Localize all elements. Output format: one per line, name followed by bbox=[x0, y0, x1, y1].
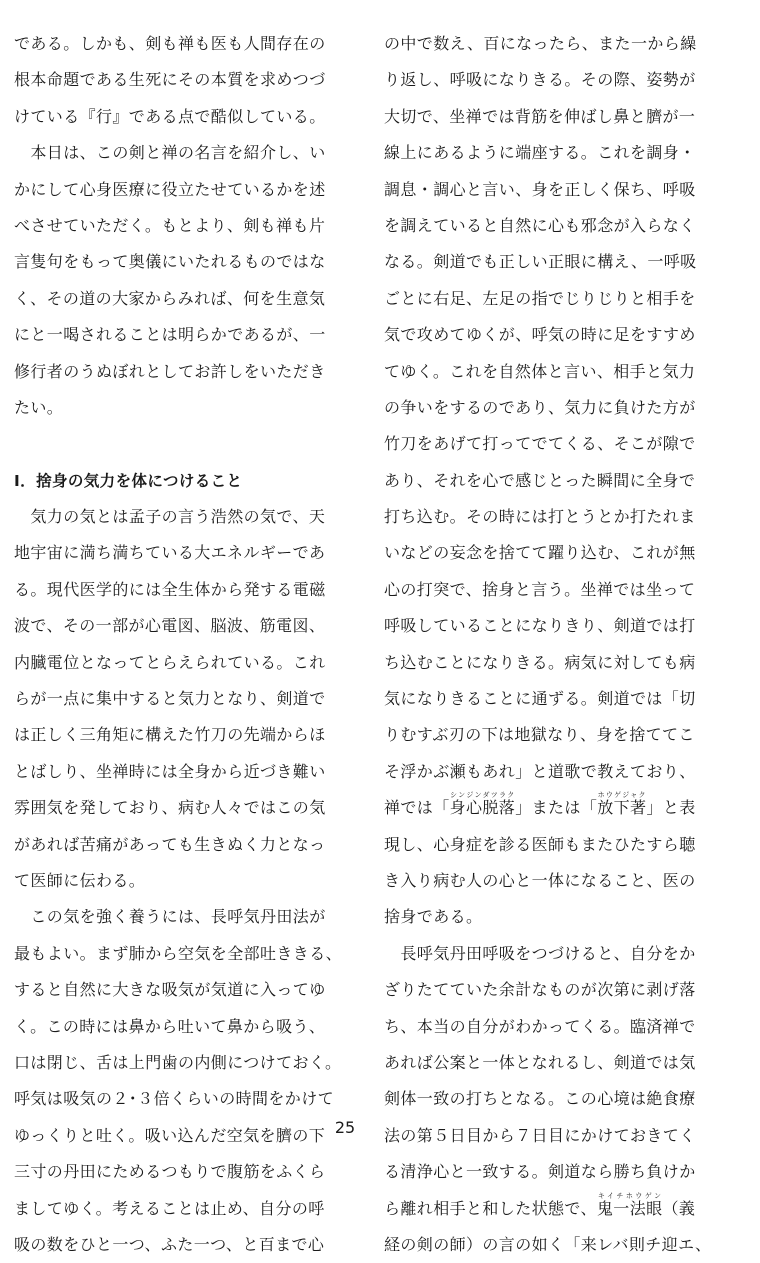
text-line: あり、それを心で感じとった瞬間に全身で bbox=[384, 470, 696, 490]
right-column bbox=[384, 26, 712, 1263]
text-line: 気力の気とは孟子の言う浩然の気で、天 bbox=[14, 507, 326, 527]
ruby-line-zen bbox=[384, 790, 704, 826]
ruby-kiichi-hougen bbox=[596, 1191, 663, 1218]
text-line: 雰囲気を発しており、病む人々ではこの気 bbox=[14, 798, 326, 818]
text-line: る清浄心と一致する。剣道なら勝ち負けか bbox=[384, 1162, 696, 1182]
text-line: らが一点に集中すると気力となり、剣道で bbox=[14, 689, 326, 709]
text-line: ち込むことになりきる。病気に対しても病 bbox=[384, 652, 696, 672]
text-line: たい。 bbox=[14, 397, 64, 417]
text-line: 本日は、この剣と禅の名言を紹介し、い bbox=[14, 143, 326, 163]
text-line: いなどの妄念を捨てて躍り込む、これが無 bbox=[384, 543, 696, 563]
ruby-line-pre: 禅では「 bbox=[384, 798, 450, 818]
text-line: 言隻句をもって奥儀にいたれるものではな bbox=[14, 252, 326, 272]
paragraph-intro-end bbox=[14, 26, 334, 135]
text-line: 剣体一致の打ちとなる。この心境は絶食療 bbox=[384, 1089, 696, 1109]
text-line: ごとに右足、左足の指でじりじりと相手を bbox=[384, 288, 696, 308]
paragraph-physician-sutemi bbox=[384, 827, 704, 936]
ruby-base: 鬼一法眼 bbox=[596, 1198, 663, 1218]
text-line: 呼吸していることになりきり、剣道では打 bbox=[384, 616, 696, 636]
text-line: けている『行』である点で酷似している。 bbox=[14, 106, 326, 126]
text-line: あれば公案と一体となれるし、剣道では気 bbox=[384, 1052, 696, 1072]
text-line: 大切で、坐禅では背筋を伸ばし鼻と臍が一 bbox=[384, 106, 696, 126]
text-line: 口は閉じ、舌は上門歯の内側につけておく。 bbox=[14, 1052, 342, 1072]
text-line: 気になりきることに通ずる。剣道では「切 bbox=[384, 689, 696, 709]
text-line: 呼気は吸気の２･３倍くらいの時間をかけて bbox=[14, 1089, 335, 1109]
text-line: ざりたてていた余計なものが次第に剥げ落 bbox=[384, 980, 696, 1000]
text-line: りむすぶ刃の下は地獄なり、身を捨ててこ bbox=[384, 725, 695, 745]
text-line: ゆっくりと吐く。吸い込んだ空気を臍の下 bbox=[14, 1125, 326, 1145]
text-line: き入り病む人の心と一体になること、医の bbox=[384, 870, 696, 890]
text-line: である。しかも、剣も禅も医も人間存在の bbox=[14, 34, 326, 53]
text-line: 経の剣の師）の言の如く「来レバ則チ迎エ、 bbox=[384, 1234, 712, 1254]
ruby-reading: シンジンダツラク bbox=[449, 791, 516, 800]
page-number: 25 bbox=[334, 1118, 356, 1137]
ruby-line-mid: 」または「 bbox=[515, 798, 598, 818]
ruby-reading: キイチホウゲン bbox=[596, 1191, 663, 1200]
text-line: て医師に伝わる。 bbox=[14, 870, 146, 890]
left-column bbox=[14, 26, 343, 1263]
ruby-line-post: （義 bbox=[662, 1198, 696, 1218]
text-line: 吸の数をひと一つ、ふた一つ、と百まで心 bbox=[14, 1234, 325, 1254]
text-line: の争いをするのであり、気力に負けた方が bbox=[384, 397, 696, 417]
ruby-line-post: 」と表 bbox=[646, 798, 696, 818]
text-line: 心の打突で、捨身と言う。坐禅では坐って bbox=[384, 579, 696, 599]
text-line: なる。剣道でも正しい正眼に構え、一呼吸 bbox=[384, 252, 697, 272]
text-line: 気で攻めてゆくが、呼気の時に足をすすめ bbox=[384, 325, 696, 345]
text-line: 三寸の丹田にためるつもりで腹筋をふくら bbox=[14, 1162, 326, 1182]
text-line: 修行者のうぬぼれとしてお許しをいただき bbox=[14, 361, 326, 381]
text-line: 打ち込む。その時には打とうとか打たれま bbox=[384, 507, 696, 527]
text-line: 捨身である。 bbox=[384, 907, 483, 927]
text-line: とばしり、坐禅時には全身から近づき難い bbox=[14, 761, 326, 781]
text-line: く、その道の大家からみれば、何を生意気 bbox=[14, 288, 326, 308]
text-line: そ浮かぶ瀬もあれ」と道歌で教えており、 bbox=[384, 761, 696, 781]
text-line: があれば苦痛があっても生きぬく力となっ bbox=[14, 834, 326, 854]
text-line: 波で、その一部が心電図、脳波、筋電図、 bbox=[14, 616, 326, 636]
text-line: 長呼気丹田呼吸をつづけると、自分をか bbox=[384, 943, 696, 963]
ruby-line-pre: ら離れ相手と和した状態で、 bbox=[384, 1198, 597, 1218]
paragraph-purpose bbox=[14, 135, 334, 426]
paragraph-posture bbox=[384, 26, 704, 790]
text-line: ましてゆく。考えることは止め、自分の呼 bbox=[14, 1198, 325, 1218]
ruby-base: 放下著 bbox=[597, 798, 647, 818]
ruby-line-kiichi bbox=[384, 1191, 704, 1227]
text-line: 法の第５日目から７日目にかけておきてく bbox=[384, 1125, 696, 1145]
text-line: かにして心身医療に役立たせているかを述 bbox=[14, 179, 326, 199]
text-line: 内臓電位となってとらえられている。これ bbox=[14, 652, 326, 672]
text-line: く。この時には鼻から吐いて鼻から吸う、 bbox=[14, 1016, 326, 1036]
text-line: は正しく三角矩に構えた竹刀の先端からほ bbox=[14, 725, 326, 745]
text-line: る。現代医学的には全生体から発する電磁 bbox=[14, 579, 326, 599]
text-line: にと一喝されることは明らかであるが、一 bbox=[14, 325, 326, 345]
text-line: 現し、心身症を診る医師もまたひたすら聴 bbox=[384, 834, 696, 854]
text-line: すると自然に大きな吸気が気道に入ってゆ bbox=[14, 980, 326, 1000]
section-heading: Ⅰ．捨身の気力を体につけること bbox=[14, 471, 243, 490]
text-line: 根本命題である生死にその本質を求めつづ bbox=[14, 70, 326, 90]
paragraph-breathing-method bbox=[14, 899, 343, 1263]
ruby-reading: ホウゲジャク bbox=[597, 791, 647, 800]
ruby-base: 身心脱落 bbox=[449, 798, 516, 818]
text-line: べさせていただく。もとより、剣も禅も片 bbox=[14, 215, 326, 235]
text-line: 調息・調心と言い、身を正しく保ち、呼吸 bbox=[384, 179, 696, 199]
text-line: の中で数え、百になったら、また一から繰 bbox=[384, 34, 697, 53]
text-line: を調えていると自然に心も邪念が入らなく bbox=[384, 215, 696, 235]
text-line: り返し、呼吸になりきる。その際、姿勢が bbox=[384, 70, 696, 90]
text-line: 地宇宙に満ち満ちている大エネルギーであ bbox=[14, 543, 326, 563]
text-line: 竹刀をあげて打ってでてくる、そこが隙で bbox=[384, 434, 696, 454]
section-spacer bbox=[14, 426, 334, 462]
text-line: 線上にあるように端座する。これを調身・ bbox=[384, 143, 696, 163]
ruby-houge-jaku bbox=[597, 791, 647, 818]
text-line: この気を強く養うには、長呼気丹田法が bbox=[14, 907, 326, 927]
paragraph-ki-definition bbox=[14, 499, 334, 899]
paragraph-true-self bbox=[384, 936, 704, 1191]
text-line: ち、本当の自分がわかってくる。臨済禅で bbox=[384, 1016, 696, 1036]
text-line: てゆく。これを自然体と言い、相手と気力 bbox=[384, 361, 696, 381]
text-line: 最もよい。まず肺から空気を全部吐ききる、 bbox=[14, 943, 343, 963]
ruby-shinjin-datsuraku bbox=[449, 791, 516, 818]
